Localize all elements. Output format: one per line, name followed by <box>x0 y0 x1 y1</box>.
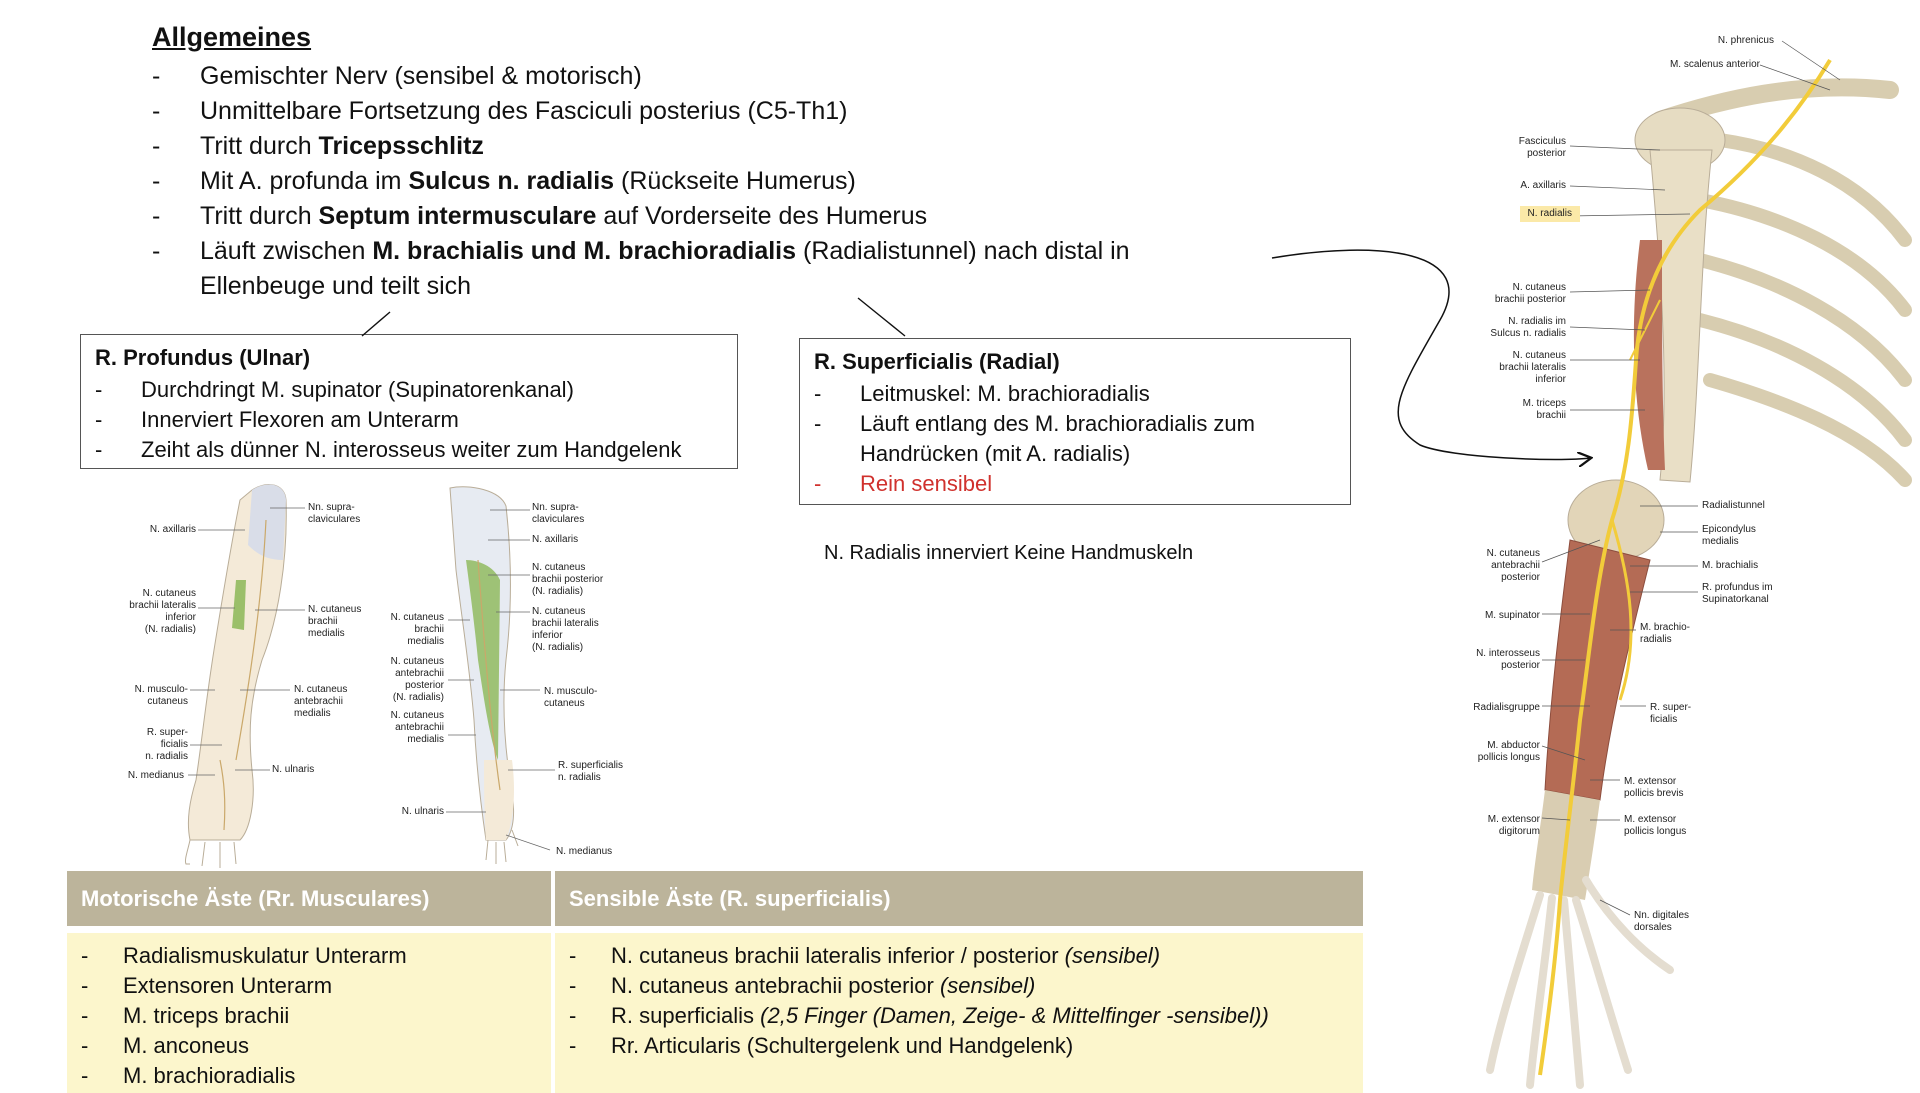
label-big-ext-brevis: M. extensor pollicis brevis <box>1624 776 1684 799</box>
label-big-ext-digitorum: M. extensor digitorum <box>1487 814 1540 837</box>
label-front-cut-brachii-med: N. cutaneus brachii medialis <box>308 604 362 639</box>
label-back-r-superf: R. superficialis n. radialis <box>558 760 624 783</box>
sens-item: - N. cutaneus antebrachii posterior (sensibel) <box>555 971 1363 1001</box>
motor-item: - M. brachioradialis <box>67 1061 551 1091</box>
label-big-r-profundus: R. profundus im Supinatorkanal <box>1702 582 1773 605</box>
label-big-digitales: Nn. digitales dorsales <box>1634 910 1690 933</box>
label-big-supinator: M. supinator <box>1484 610 1540 621</box>
arm-front-shoulder-zone <box>248 485 286 560</box>
label-front-axillaris: N. axillaris <box>149 524 196 535</box>
label-back-supraclav: Nn. supra- claviculares <box>532 502 585 525</box>
label-front-cut-antebr-med: N. cutaneus antebrachii medialis <box>294 684 348 719</box>
sens-item: - R. superficialis (2,5 Finger (Damen, Zeige- & Mittelfinger -sensibel)) <box>555 1001 1363 1031</box>
triceps-muscle <box>1634 240 1665 470</box>
label-back-cut-brachii-post: N. cutaneus brachii posterior (N. radialis) <box>532 562 604 597</box>
superficialis-item-red: - Rein sensibel <box>814 469 1336 499</box>
label-big-n-radialis: N. radialis <box>1520 206 1580 222</box>
label-big-radialisgruppe: Radialisgruppe <box>1473 702 1540 713</box>
allgemeines-item: - Unmittelbare Fortsetzung des Fasciculi posterius (C5-Th1) <box>152 94 1202 129</box>
label-back-medianus: N. medianus <box>556 846 613 857</box>
motor-item: - M. triceps brachii <box>67 1001 551 1031</box>
label-big-triceps: M. triceps brachii <box>1522 398 1566 421</box>
profundus-item: - Innerviert Flexoren am Unterarm <box>95 405 723 435</box>
label-front-musculocut: N. musculo- cutaneus <box>134 684 188 707</box>
label-big-fasciculus: Fasciculus posterior <box>1518 136 1566 159</box>
label-back-ulnaris: N. ulnaris <box>401 806 444 817</box>
arm-back-hand <box>484 760 514 840</box>
label-big-scalenus: M. scalenus anterior <box>1669 59 1760 70</box>
note-text: N. Radialis innerviert Keine Handmuskeln <box>824 542 1194 564</box>
label-big-radialis-sulcus: N. radialis im Sulcus n. radialis <box>1490 316 1566 339</box>
motor-item: - Radialismuskulatur Unterarm <box>67 941 551 971</box>
sens-header: Sensible Äste (R. superficialis) <box>555 871 1363 926</box>
superficialis-item: - Läuft entlang des M. brachioradialis zum Handrücken (mit A. radialis) <box>814 409 1336 469</box>
allgemeines-item: - Tritt durch Tricepsschlitz <box>152 129 1202 164</box>
label-big-epicondylus: Epicondylus medialis <box>1702 524 1756 547</box>
motor-item: - Extensoren Unterarm <box>67 971 551 1001</box>
label-back-musculocut: N. musculo- cutaneus <box>544 686 598 709</box>
label-back-cut-antebr-post: N. cutaneus antebrachii posterior (N. radialis) <box>390 656 444 703</box>
arm-diagram-front <box>185 485 305 868</box>
profundus-item: - Durchdringt M. supinator (Supinatorenkanal) <box>95 375 723 405</box>
label-big-ext-longus: M. extensor pollicis longus <box>1624 814 1687 837</box>
connector-superficialis <box>858 298 905 336</box>
profundus-title: R. Profundus (Ulnar) <box>95 345 311 370</box>
label-back-cut-lat-inf: N. cutaneus brachii lateralis inferior (N. radialis) <box>532 606 599 653</box>
motor-item: - M. anconeus <box>67 1031 551 1061</box>
connector-profundus <box>362 312 390 336</box>
label-big-brachialis: M. brachialis <box>1702 560 1759 571</box>
sens-item: - N. cutaneus brachii lateralis inferior / posterior (sensibel) <box>555 941 1363 971</box>
label-big-phrenicus: N. phrenicus <box>1717 35 1774 46</box>
label-big-radialistunnel: Radialistunnel <box>1702 500 1765 511</box>
label-front-cut-lat-inf: N. cutaneus brachii lateralis inferior (N. radialis) <box>129 588 196 635</box>
superficialis-title: R. Superficialis (Radial) <box>814 349 1060 374</box>
label-big-abductor: M. abductor pollicis longus <box>1477 740 1540 763</box>
label-big-brachioradialis: M. brachio- radialis <box>1640 622 1691 645</box>
ribcage <box>1700 140 1905 480</box>
superficialis-item: - Leitmuskel: M. brachioradialis <box>814 379 1336 409</box>
motor-header: Motorische Äste (Rr. Musculares) <box>67 871 551 926</box>
label-big-cut-brachii-post: N. cutaneus brachii posterior <box>1494 282 1566 305</box>
label-front-supraclav: Nn. supra- claviculares <box>308 502 361 525</box>
allgemeines-title: Allgemeines <box>152 22 312 52</box>
label-back-cut-antebr-med: N. cutaneus antebrachii medialis <box>390 710 444 745</box>
big-arm-illustration <box>1487 41 1905 1085</box>
label-front-medianus: N. medianus <box>127 770 184 781</box>
allgemeines-item: - Mit A. profunda im Sulcus n. radialis (Rückseite Humerus) <box>152 164 1202 199</box>
allgemeines-item: - Läuft zwischen M. brachialis und M. brachioradialis (Radialistunnel) nach distal in Ellenbeuge und teilt sich <box>152 234 1200 304</box>
label-big-cut-lat-inf: N. cutaneus brachii lateralis inferior <box>1499 350 1566 385</box>
sens-item: - Rr. Articularis (Schultergelenk und Handgelenk) <box>555 1031 1363 1061</box>
allgemeines-item: - Gemischter Nerv (sensibel & motorisch) <box>152 59 1202 94</box>
label-big-r-superf: R. super- ficialis <box>1650 702 1692 725</box>
arm-front-fingers <box>185 840 236 868</box>
label-back-axillaris: N. axillaris <box>532 534 579 545</box>
profundus-item: - Zeiht als dünner N. interosseus weiter zum Handgelenk <box>95 435 723 465</box>
label-big-a-axillaris: A. axillaris <box>1520 180 1566 191</box>
allgemeines-item: - Tritt durch Septum intermusculare auf Vorderseite des Humerus <box>152 199 1202 234</box>
label-big-cut-antebr-post: N. cutaneus antebrachii posterior <box>1486 548 1540 583</box>
label-front-r-superf: R. super- ficialis n. radialis <box>145 727 188 762</box>
label-big-interosseus: N. interosseus posterior <box>1476 648 1540 671</box>
label-front-ulnaris: N. ulnaris <box>272 764 315 775</box>
label-back-cut-brachii-med: N. cutaneus brachii medialis <box>390 612 444 647</box>
